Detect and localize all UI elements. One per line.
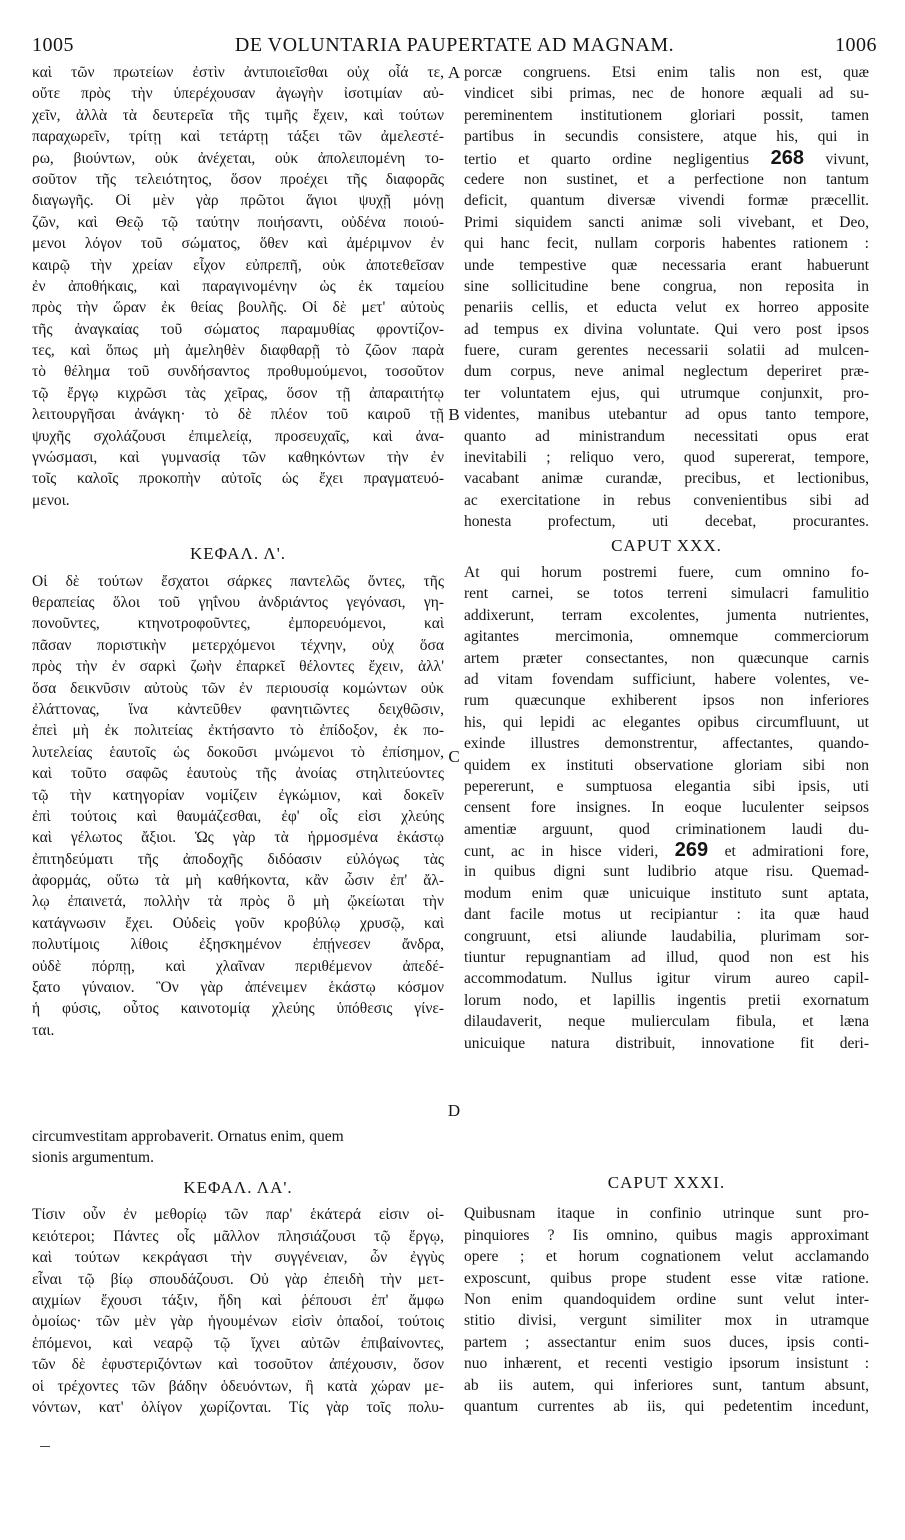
text-line: Primi siquidem sancti animæ soli vivebant, et Deo,: [464, 213, 869, 231]
text-line: amentiæ arguunt, quod criminationem laudi du-: [464, 820, 869, 838]
text-line: μενοι.: [32, 491, 70, 509]
text-line: fuere, curam gerentes necessarii solatii ad mulcen-: [464, 342, 869, 360]
latin-paragraph-1: [464, 62, 869, 533]
text-line: σοῦτον τῆς τελειότητος, ὅσον προέχει τῆς διαφορᾶς: [32, 170, 444, 188]
text-line: ἑπόμενοι, καὶ νεαρῷ τῷ ἴχνει αὐτῶν ἐπιβαίνοντες,: [32, 1334, 444, 1352]
text-line-with-number: [464, 148, 869, 169]
text-line: artem præter consectantes, non quæcunque carnis: [464, 649, 869, 667]
text-line: dum corpus, neve animal neglectum deperiret præ-: [464, 363, 869, 381]
text-line: deficit, quantum diversæ vivendi formæ præcellit.: [464, 192, 869, 210]
text-line: τῆς ἀναγκαίας τοῦ σώματος παραμυθίας φροντίζον-: [32, 320, 444, 338]
text-line: accommodatum. Nullus igitur virum aureo capil-: [464, 970, 869, 988]
text-line: in quibus digni sunt ludibrio atque risu. Quemad-: [464, 863, 869, 881]
text-line: πρὸς τὴν ὥραν ἐκ θείας βουλῆς. Οἱ δὲ μετ' αὐτοὺς: [32, 299, 444, 317]
text-line: quantum currentes ab iis, qui pedetentim incedunt,: [464, 1397, 869, 1415]
greek-column: [32, 62, 444, 1041]
text-line: vacabant animæ curandæ, precibus, et lectionibus,: [464, 470, 869, 488]
text-line: κειότεροι; Πάντες οἷς μᾶλλον πλησιάζουσι τῷ ἔργῳ,: [32, 1227, 444, 1245]
page-marker-number: 269: [674, 840, 709, 862]
latin-paragraph-3: [464, 1203, 869, 1417]
text-line: οἱ τρέχοντες τῶν βάδην ὁδευόντων, ἢ κατὰ χώραν με-: [32, 1377, 444, 1395]
text-line: πονοῦντες, κτηνοτροφοῦντες, ἐμπορευόμενοι, καὶ: [32, 615, 444, 633]
text-line: καὶ γέλωτος ἄξιοι. Ὡς γὰρ τὰ ἡρμοσμένα ἑκάστῳ: [32, 829, 444, 847]
text-line: ab iis autem, qui inferiores sunt, tantum absunt,: [464, 1376, 869, 1394]
text-line: ἐν ἀποθήκαις, καὶ παραγινομένην ὡς ἐκ ταμείου: [32, 277, 444, 295]
text-line: sine sollicitudine bene congrua, non reposita in: [464, 277, 869, 295]
text-line: ἀφορμάς, οὕτω τὰ μὴ καθήκοντα, κἂν ὦσιν ἐπ' ἄλ-: [32, 872, 444, 890]
text-line: censent fore insignes. In eoque luculenter seipsos: [464, 799, 869, 817]
text-line: quidem ex instituti observatione gloriam sibi non: [464, 756, 869, 774]
text-line: Τίσιν οὖν ἐν μεθορίῳ τῶν παρ' ἑκάτερά εἰσιν οἰ-: [32, 1206, 444, 1224]
text-fragment: vivunt,: [825, 150, 869, 168]
text-line: παραχωρεῖν, τρίτῃ καὶ τετάρτῃ τάξει τῶν ἀμελεστέ-: [32, 128, 444, 146]
text-line: ac exercitatione in rebus convenientibus sibi ad: [464, 491, 869, 509]
text-line: quanto ad ministrandum necessitati opus erat: [464, 427, 869, 445]
text-line: videntes, manibus utebantur ad opus tanto tempore,: [464, 406, 869, 424]
text-fragment: tertio et quarto ordine negligentius: [464, 150, 750, 168]
text-line: penariis cellis, et educta velut ex horreo apposite: [464, 299, 869, 317]
text-line: ἡ φύσις, οὗτος καινοτομίᾳ χλεύης ὑπόθεσις γίνε-: [32, 1000, 444, 1018]
text-line: οὔτε πρὸς τὴν ὑπερέχουσαν ἀγωγὴν ἰσοτιμίαν αὐ-: [32, 85, 444, 103]
text-line: τῷ ἔργῳ κιχρῶσι τὰς χεῖρας, ὅσον τῇ ἀπαραιτήτῳ: [32, 384, 444, 402]
page-number-left: 1005: [32, 34, 74, 56]
margin-letter-d: D: [447, 1101, 461, 1120]
text-line: διαγωγῆς. Οἱ μὲν γὰρ πρῶτοι ἅγιοι ψυχῇ μόνῃ: [32, 192, 444, 210]
text-line: πρὸς τὴν ἐν σαρκὶ ζωὴν ἐπαρκεῖ θέλοντες ἔχειν, ἀλλ': [32, 658, 444, 676]
text-line: εἶναι τῷ βίῳ σπουδάζουσι. Οὐ γὰρ ἐπειδὴ τὴν μετ-: [32, 1270, 444, 1288]
latin-chapter-heading-31: CAPUT XXXI.: [607, 1173, 726, 1192]
text-line: ὁμοίως· τῶν μὲν γὰρ ἡγουμένων εἰσὶν ὀπαδοί, τούτοις: [32, 1313, 444, 1331]
page-marker-number: 268: [770, 147, 804, 169]
text-line: qui hanc fecit, nullam corporis habentes rationem :: [464, 235, 869, 253]
text-line: Non enim quandoquidem ordine sunt velut inter-: [464, 1290, 869, 1308]
text-line: ὅσα δεικνῦσιν αὐτοὺς τῶν ἐν περιουσίᾳ κομώντων οὐκ: [32, 679, 444, 697]
text-line: τῶν δὲ ἐφυστεριζόντων καὶ τοσοῦτον ἀπέχουσιν, ὅσον: [32, 1356, 444, 1374]
text-line: λειτουργῆσαι ἀνάγκη· τὸ δὲ πλέον τοῦ καιροῦ τῇ: [32, 406, 444, 424]
margin-letter-a: A: [447, 63, 461, 82]
page-number-right: 1006: [835, 34, 877, 56]
text-line: ter voluntatem ejus, qui utrumque conjunxit, pro-: [464, 384, 869, 402]
text-line: exinde illustres demonstrentur, affectantes, quando-: [464, 735, 869, 753]
text-line: nuo inhærent, et recenti vestigio ipsorum insistunt :: [464, 1355, 869, 1373]
latin-paragraph-2: [464, 562, 869, 1054]
text-line: sionis argumentum.: [32, 1149, 154, 1167]
text-line: modum enim quæ unicuique instituto sunt aptata,: [464, 884, 869, 902]
text-line: vindicet sibi primas, nec de honore æquali ad su-: [464, 85, 869, 103]
text-line: stitio divisi, vergunt similiter mox in utramque: [464, 1312, 869, 1330]
greek-chapter-heading-30: ΚΕΦΑΛ. Λ'.: [189, 544, 287, 564]
text-line: rent carnei, se totos terreni simulacri famulitio: [464, 585, 869, 603]
greek-chapter-heading-31: ΚΕΦΑΛ. ΛΑ'.: [183, 1178, 293, 1197]
text-line: pereminentem institutionem gloriari possit, tamen: [464, 106, 869, 124]
text-line: tiuntur repugnantiam ad illud, quod non est his: [464, 949, 869, 967]
latin-column: [464, 62, 869, 1054]
text-line: Οἱ δὲ τούτων ἔσχατοι σάρκες παντελῶς ὄντες, τῆς: [32, 572, 444, 590]
greek-paragraph-3: [32, 1204, 444, 1418]
text-line: μενοι λόγον τοῦ σώματος, ὅθεν καὶ ἀμέριμνον ἐν: [32, 235, 444, 253]
text-line: dant facile motus ut recipiantur : ita quæ haud: [464, 906, 869, 924]
greek-paragraph-2: [32, 571, 444, 1042]
text-line: unicuique natura distribuit, innovatione fit deri-: [464, 1034, 869, 1052]
text-line: partibus in secundis consistere, atque his, qui in: [464, 128, 869, 146]
text-line: ἐλάττονας, ἵνα κἀντεῦθεν φανητιῶντες δειχθῶσιν,: [32, 700, 444, 718]
text-line: partem ; assectantur enim suos duces, ipsis conti-: [464, 1333, 869, 1351]
text-line: ζῶν, καὶ Θεῷ τῷ ταύτην ποιήσαντι, οὐδένα ποιού-: [32, 213, 444, 231]
text-line: opere ; et horum cognationem velut acclamando: [464, 1248, 869, 1266]
text-line: ἐπιτηδεύματι τῆς ἀποδοχῆς διδόασιν εὐλόγως τὰς: [32, 850, 444, 868]
text-line: exposcunt, quibus prope student esse vitæ ratione.: [464, 1269, 869, 1287]
text-line: αιχμίων ἔχουσι τάξιν, ἤδη καὶ ῥέπουσι ἐπ' ἄμφω: [32, 1291, 444, 1309]
latin-column-lower: [464, 1172, 869, 1417]
text-line: addixerunt, terram excolentes, jumenta nutrientes,: [464, 606, 869, 624]
text-line: cedere non sustinet, et a perfectione non tantum: [464, 170, 869, 188]
text-line: καὶ τούτων κεκράγασι τὴν συγγένειαν, ὧν ἐγγὺς: [32, 1249, 444, 1267]
text-line: πᾶσαν ποριστικὴν μετερχόμενοι τέχνην, οὐχ ὅσα: [32, 636, 444, 654]
text-line: inevitabili ; reliquo vero, quod supererat, tempore,: [464, 449, 869, 467]
text-line: honesta profectum, uti decebat, procurantes.: [464, 513, 869, 531]
text-line-with-number: [464, 840, 869, 861]
text-line: καὶ τῶν πρωτείων ἐστὶν ἀντιποιεῖσθαι οὐχ οἷά τε,: [32, 64, 444, 81]
text-line: unde tempestive quæ necessaria erant habuerunt: [464, 256, 869, 274]
text-line: λῳ ἐπαινετά, πολλὴν τὰ πρὸς ὃ μὴ ᾤκείωται τὴν: [32, 893, 444, 911]
text-line: Quibusnam itaque in confinio utrinque sunt pro-: [464, 1205, 869, 1223]
text-line: pepererunt, e sumptuosa elegantia sibi ipsis, uti: [464, 777, 869, 795]
text-line: νόντων, κατ' ὀλίγον χωρίζονται. Τίς γὰρ τοῖς πολυ-: [32, 1398, 444, 1416]
text-line: rum quæcunque exhiberent ipsos non inferiores: [464, 692, 869, 710]
text-line: dilaudaverit, neque mulierculam fibula, et læna: [464, 1013, 869, 1031]
text-line: τὸ θέλημα τοῦ συνδήσαντος προθυμούμενοι, τοσοῦτον: [32, 363, 444, 381]
running-header: [32, 34, 877, 60]
text-line: ἐπὶ τούτοις καὶ θαυμάζεσθαι, ἐφ' οἷς εἰσι χλεύης: [32, 807, 444, 825]
text-line: agitantes mercimonia, omnemque commerciorum: [464, 628, 869, 646]
text-line: θεραπείας ὅλοι τοῦ γηΐνου ἀνδριάντος γεγόνασι, γη-: [32, 594, 444, 611]
text-line: ἐπεὶ μὴ ἐκ πολιτείας ἐκτήσαντο τὸ ἐπίδοξον, ἐκ πο-: [32, 722, 444, 740]
latin-fullwidth-continuation: [32, 1126, 444, 1169]
text-line: congruunt, etsi aliunde laudabilia, plurimam sor-: [464, 927, 869, 945]
text-line: γνώσμασι, καὶ γυμνασίᾳ τῶν καθηκόντων τὴν ἐν: [32, 449, 444, 467]
text-line: ad tempus ex divina voluntate. Qui vero post ipsos: [464, 320, 869, 338]
text-line: ad vitam fovendam sufficiunt, habere volentes, ve-: [464, 670, 869, 688]
text-line: ρω, βιούντων, οὐκ ἀνέχεται, οὐκ ἀπολειπομένη το-: [32, 149, 444, 167]
text-line: χεῖν, ἀλλὰ τὰ δευτερεῖα τῆς τιμῆς ἔχειν, καὶ τούτων: [32, 106, 444, 124]
latin-chapter-heading-30: CAPUT XXX.: [611, 535, 722, 555]
margin-letter-c: C: [448, 747, 460, 766]
text-line: οὐδὲ πόρπῃ, καὶ χλαῖναν περιθέμενον ἀπεδέ-: [32, 957, 444, 975]
text-line: At qui horum postremi fuere, cum omnino fo-: [464, 564, 869, 581]
text-line: his, qui lepidi ac elegantes opibus circumfluunt, ut: [464, 713, 869, 731]
text-line: καιρῷ τὴν χρείαν εἶχον εὐπρεπῆ, οὐκ ἀποτεθεῖσαν: [32, 256, 444, 274]
text-line: τοῖς καλοῖς προκοπὴν αὐτοῖς ὡς ἔχει πραγματευό-: [32, 470, 444, 488]
margin-dash-mark: [40, 1446, 50, 1447]
running-title: DE VOLUNTARIA PAUPERTATE AD MAGNAM.: [234, 34, 675, 56]
text-line: τες, καὶ ὅπως μὴ ἀμεληθὲν διαφθαρῇ τὸ ζῶον παρὰ: [32, 342, 444, 360]
greek-paragraph-1: [32, 62, 444, 511]
text-line: circumvestitam approbaverit. Ornatus enim, quem: [32, 1128, 344, 1145]
text-line: pinquiores ? Iis omnino, quibus magis approximant: [464, 1226, 869, 1244]
text-line: porcæ congruens. Etsi enim talis non est, quæ: [464, 64, 869, 81]
text-line: καὶ τοῦτο σαφῶς ἑαυτοὺς τῆς ἀνοίας στηλιτεύοντες: [32, 765, 444, 783]
text-line: τῷ τὴν κατηγορίαν νομίζειν ἐγκώμιον, καὶ δοκεῖν: [32, 786, 444, 804]
text-line: κατάγνωσιν ἔχει. Οὐδεὶς γοῦν κροβύλῳ χρυσῷ, καὶ: [32, 914, 444, 932]
text-line: ται.: [32, 1021, 55, 1039]
text-line: ψυχῆς σχολάζουσι ἐπιμελείᾳ, προσευχαῖς, καὶ ἀνα-: [32, 427, 444, 445]
text-line: πολυτίμοις λίθοις ἐξησκημένον ἐπῄνεσεν ἄνδρα,: [32, 936, 444, 954]
text-fragment: et admirationi fore,: [724, 843, 869, 861]
text-line: lorum nodo, et lapillis ingentis pretii exornatum: [464, 991, 869, 1009]
text-line: ξατο γύναιον. Ὃν γὰρ ἀπένειμεν ἑκάστῳ κόσμον: [32, 979, 444, 997]
text-line: λυτελείας ἑαυτοῖς ὡς δοκοῦσι μνώμενοι τὸ ἐπίσημον,: [32, 743, 444, 761]
text-fragment: cunt, ac in hisce videri,: [464, 843, 659, 861]
greek-column-lower: [32, 1177, 444, 1418]
margin-letter-b: B: [448, 405, 460, 424]
